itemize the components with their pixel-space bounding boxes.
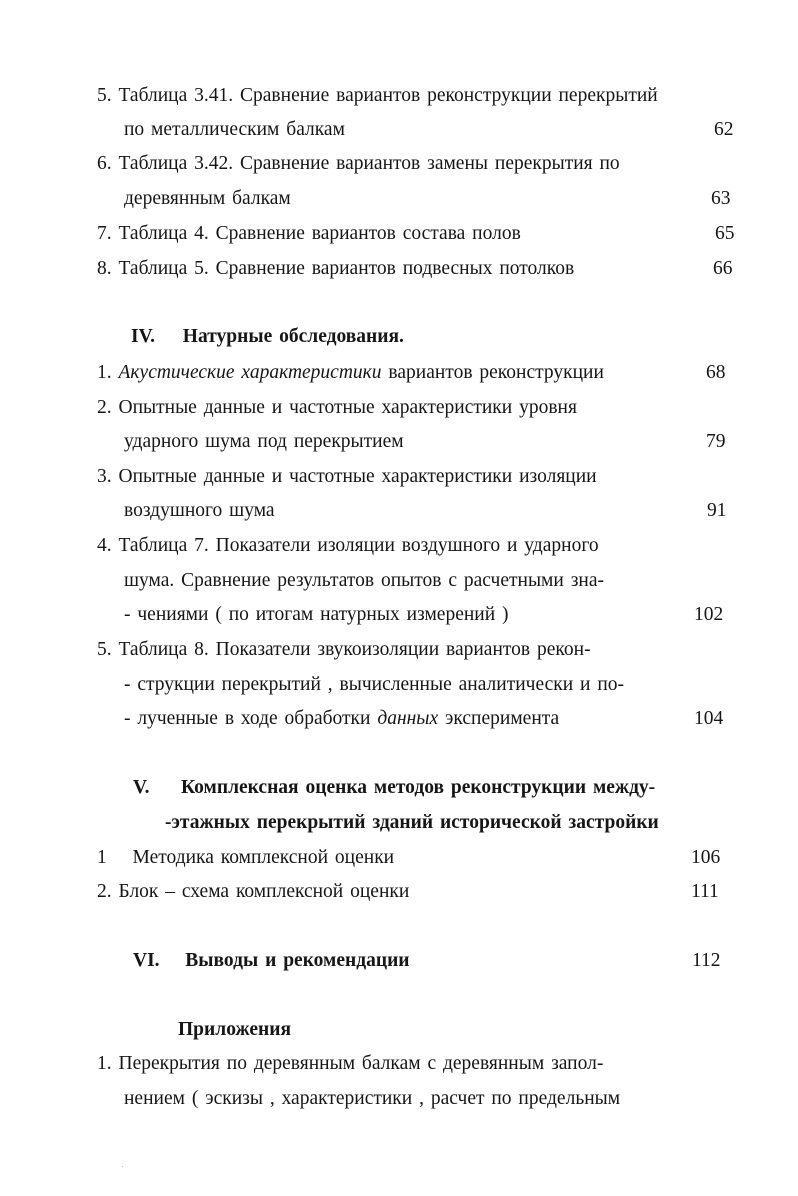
item-text: Опытные данные и частотные характеристики уровня <box>118 397 577 418</box>
section-roman-5: V. <box>133 777 150 798</box>
toc-item-3-6 <box>97 152 620 176</box>
item-number: 1 <box>97 847 107 868</box>
item-number: 5. <box>97 85 112 106</box>
item-text: Опытные данные и частотные характеристики изоляции <box>118 466 597 487</box>
item-text: Таблица 3.42. Сравнение вариантов замены перекрытия по <box>118 153 620 174</box>
toc-item-4-5-line3 <box>124 707 559 731</box>
appendix-title: Приложения <box>178 1019 292 1040</box>
page-number: 104 <box>694 708 724 729</box>
section-title-5-line1: Комплексная оценка методов реконструкции между- <box>181 777 656 798</box>
item-number: 7. <box>97 223 112 244</box>
page-number: 68 <box>706 362 726 383</box>
page-number: 63 <box>711 188 731 209</box>
appendix-item-1 <box>97 1052 603 1076</box>
toc-item-4-2 <box>97 396 577 420</box>
toc-item-3-7 <box>97 222 521 246</box>
toc-item-4-4-line3: - чениями ( по итогам натурных измерений ) <box>124 604 509 625</box>
section-heading-4 <box>131 325 404 349</box>
section-roman: VI. <box>133 950 160 971</box>
toc-item-4-5 <box>97 638 591 662</box>
page-number: 62 <box>714 119 734 140</box>
item-text: Таблица 8. Показатели звукоизоляции вариантов рекон- <box>118 639 591 660</box>
item-number: 1. <box>97 1053 112 1074</box>
item-text: Перекрытия по деревянным балкам с деревянным запол- <box>118 1053 604 1074</box>
item-number: 4. <box>97 535 112 556</box>
item-text: Таблица 5. Сравнение вариантов подвесных потолков <box>118 258 575 279</box>
page-number: 102 <box>694 604 724 625</box>
page-number: 66 <box>713 258 733 279</box>
section-heading-6 <box>133 949 410 973</box>
scan-speck <box>122 1166 123 1167</box>
toc-item-4-1 <box>97 361 604 385</box>
item-text: вариантов реконструкции <box>381 362 604 383</box>
item-text-italic: Акустические характеристики <box>118 362 382 383</box>
page-number: 111 <box>691 881 719 902</box>
toc-item-3-8 <box>97 257 574 281</box>
item-text: Блок – схема комплексной оценки <box>118 881 410 902</box>
item-text: Таблица 4. Сравнение вариантов состава полов <box>118 223 521 244</box>
item-text: - лученные в ходе обработки <box>124 708 378 729</box>
toc-item-4-3-line2: воздушного шума <box>124 500 275 521</box>
item-number: 2. <box>97 881 112 902</box>
page-number: 112 <box>692 950 721 971</box>
page-number: 79 <box>706 431 726 452</box>
toc-item-4-4-line2: шума. Сравнение результатов опытов с расчетными зна- <box>124 570 604 591</box>
toc-item-3-6-line2: деревянным балкам <box>124 188 291 209</box>
toc-item-5-2 <box>97 880 409 904</box>
toc-item-4-4 <box>97 534 599 558</box>
appendix-item-1-line2: нением ( эскизы , характеристики , расчет по предельным <box>124 1088 621 1109</box>
toc-item-5-1 <box>97 846 394 870</box>
item-text-italic: данных <box>377 708 439 729</box>
item-number: 8. <box>97 258 112 279</box>
item-number: 2. <box>97 397 112 418</box>
toc-item-3-5 <box>97 84 658 108</box>
page-number: 106 <box>691 847 721 868</box>
toc-item-3-5-line2: по металлическим балкам <box>124 119 345 140</box>
item-number: 3. <box>97 466 112 487</box>
item-text: Методика комплексной оценки <box>132 847 395 868</box>
item-text: эксперимента <box>438 708 560 729</box>
toc-item-4-2-line2: ударного шума под перекрытием <box>124 431 404 452</box>
section-title: Выводы и рекомендации <box>185 950 410 971</box>
item-text: Таблица 3.41. Сравнение вариантов реконструкции перекрытий <box>118 85 658 106</box>
toc-item-4-3 <box>97 465 597 489</box>
page-number: 91 <box>707 500 727 521</box>
item-text: Таблица 7. Показатели изоляции воздушного и ударного <box>118 535 599 556</box>
section-title: Натурные обследования. <box>182 326 404 347</box>
page-number: 65 <box>715 223 735 244</box>
item-number: 5. <box>97 639 112 660</box>
item-number: 6. <box>97 153 112 174</box>
item-number: 1. <box>97 362 112 383</box>
toc-item-4-5-line2: - струкции перекрытий , вычисленные аналитически и по- <box>124 674 625 695</box>
section-title-5-line2: -этажных перекрытий зданий исторической застройки <box>165 812 659 833</box>
section-roman: IV. <box>131 326 156 347</box>
